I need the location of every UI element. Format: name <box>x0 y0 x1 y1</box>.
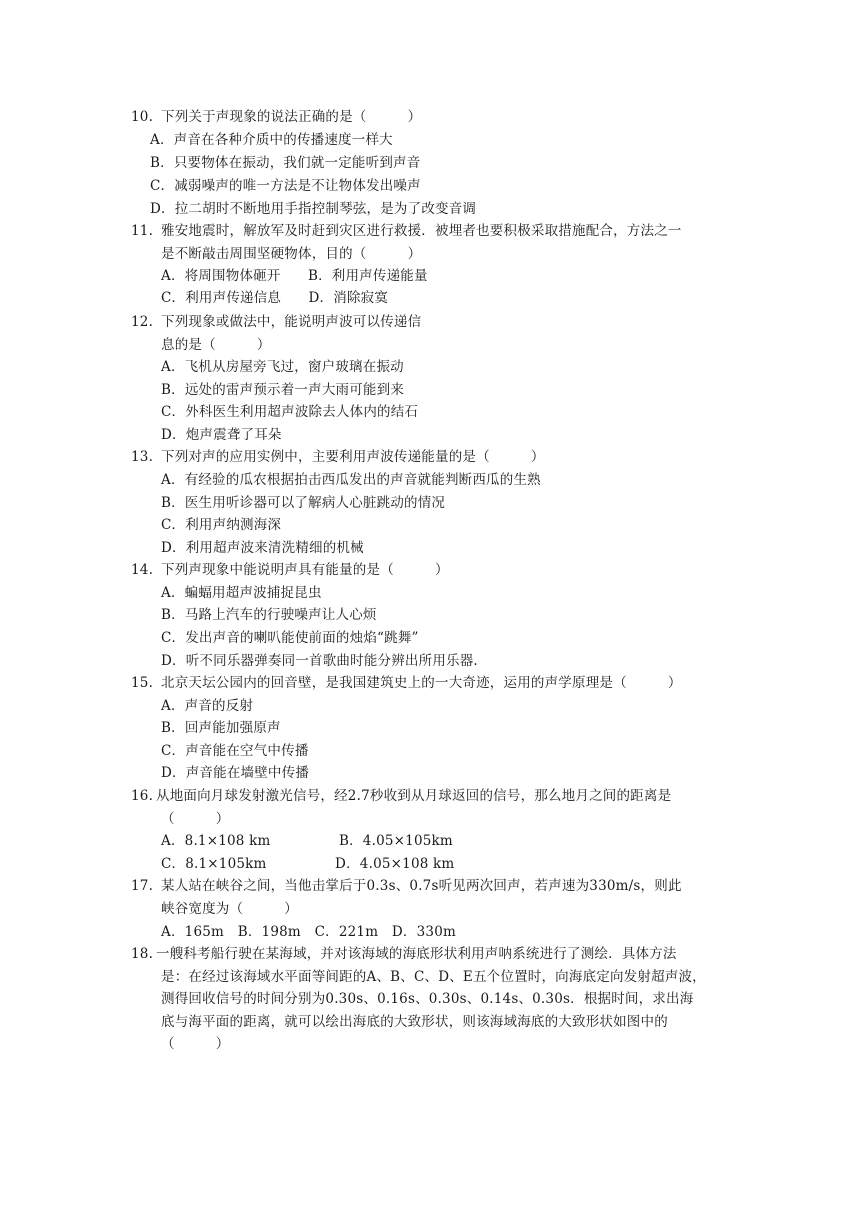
question-17-options: A．165m B．198m C．221m D．330m <box>161 924 456 940</box>
question-14-option-b: B．马路上汽车的行驶噪声让人心烦 <box>161 607 377 623</box>
question-11-number: 11. <box>131 223 154 239</box>
question-14-option-c: C．发出声音的喇叭能使前面的烛焰“跳舞” <box>161 630 419 646</box>
question-10-option-d: D．拉二胡时不断地用手指控制琴弦，是为了改变音调 <box>150 201 477 217</box>
question-10-option-b: B．只要物体在振动，我们就一定能听到声音 <box>150 155 421 171</box>
question-18-stem-line-1: 一艘科考船行驶在某海域，并对该海域的海底形状利用声呐系统进行了测绘．具体方法 <box>156 946 677 962</box>
question-10-stem: 下列关于声现象的说法正确的是（ ） <box>161 109 422 125</box>
question-14-stem: 下列声现象中能说明声具有能量的是（ ） <box>161 562 449 578</box>
question-10-number: 10. <box>131 109 154 125</box>
question-11-options-cd: C．利用声传递信息 D．消除寂寞 <box>161 290 389 306</box>
question-10-option-c: C．减弱噪声的唯一方法是不让物体发出噪声 <box>150 178 421 194</box>
question-18-stem-line-3: 测得回收信号的时间分别为0.30s、0.16s、0.30s、0.14s、0.30s．根据时间，求出海 <box>161 991 694 1007</box>
question-16-number: 16. <box>131 788 154 804</box>
question-13-option-c: C．利用声纳测海深 <box>161 517 282 533</box>
question-18-answer-blank: （ ） <box>161 1036 230 1052</box>
question-18-stem-line-4: 底与海平面的距离，就可以绘出海底的大致形状，则该海域海底的大致形状如图中的 <box>161 1014 668 1030</box>
question-18-number: 18. <box>131 946 154 962</box>
question-17-stem-cont: 峡谷宽度为（ ） <box>161 901 298 917</box>
question-15-number: 15. <box>131 675 154 691</box>
question-18-stem-line-2: 是：在经过该海域水平面等间距的A、B、C、D、E五个位置时，向海底定向发射超声波， <box>161 969 706 985</box>
question-16-answer-blank: （ ） <box>161 811 230 827</box>
question-12-number: 12. <box>131 314 154 330</box>
question-16-stem: 从地面向月球发射激光信号，经2.7秒收到从月球返回的信号，那么地月之间的距离是 <box>156 788 672 804</box>
question-15-option-b: B．回声能加强原声 <box>161 720 281 736</box>
question-12-option-d: D．炮声震聋了耳朵 <box>161 427 282 443</box>
question-13-option-d: D．利用超声波来清洗精细的机械 <box>161 540 364 556</box>
question-11-stem-cont: 是不断敲击周围坚硬物体，目的（ ） <box>161 246 422 262</box>
question-14-number: 14. <box>131 562 154 578</box>
question-13-option-b: B．医生用听诊器可以了解病人心脏跳动的情况 <box>161 495 446 511</box>
question-11-stem: 雅安地震时，解放军及时赶到灾区进行救援．被埋者也要积极采取措施配合，方法之一 <box>161 223 682 239</box>
question-15-option-a: A．声音的反射 <box>161 698 254 714</box>
question-12-stem: 下列现象或做法中，能说明声波可以传递信 <box>161 314 422 330</box>
question-17-number: 17. <box>131 878 154 894</box>
question-13-stem: 下列对声的应用实例中，主要利用声波传递能量的是（ ） <box>161 449 545 465</box>
question-13-option-a: A．有经验的瓜农根据拍击西瓜发出的声音就能判断西瓜的生熟 <box>161 472 541 488</box>
question-17-stem: 某人站在峡谷之间，当他击掌后于0.3s、0.7s听见两次回声，若声速为330m/s，则此 <box>161 878 682 894</box>
question-12-option-a: A．飞机从房屋旁飞过，窗户玻璃在振动 <box>161 359 404 375</box>
question-12-stem-cont: 息的是（ ） <box>161 337 271 353</box>
question-16-options-ab: A．8.1×108 km B．4.05×105km <box>161 833 453 849</box>
question-15-option-d: D．声音能在墙壁中传播 <box>161 765 310 781</box>
question-14-option-a: A．蝙蝠用超声波捕捉昆虫 <box>161 585 322 601</box>
question-14-option-d: D．听不同乐器弹奏同一首歌曲时能分辨出所用乐器. <box>161 653 478 669</box>
question-15-stem: 北京天坛公园内的回音壁，是我国建筑史上的一大奇迹，运用的声学原理是（ ） <box>161 675 682 691</box>
question-16-options-cd: C．8.1×105km D．4.05×108 km <box>161 856 455 872</box>
question-15-option-c: C．声音能在空气中传播 <box>161 743 309 759</box>
question-12-option-b: B．远处的雷声预示着一声大雨可能到来 <box>161 382 405 398</box>
question-10-option-a: A．声音在各种介质中的传播速度一样大 <box>150 132 393 148</box>
question-13-number: 13. <box>131 449 154 465</box>
question-12-option-c: C．外科医生利用超声波除去人体内的结石 <box>161 404 419 420</box>
question-11-options-ab: A．将周围物体砸开 B．利用声传递能量 <box>161 268 428 284</box>
